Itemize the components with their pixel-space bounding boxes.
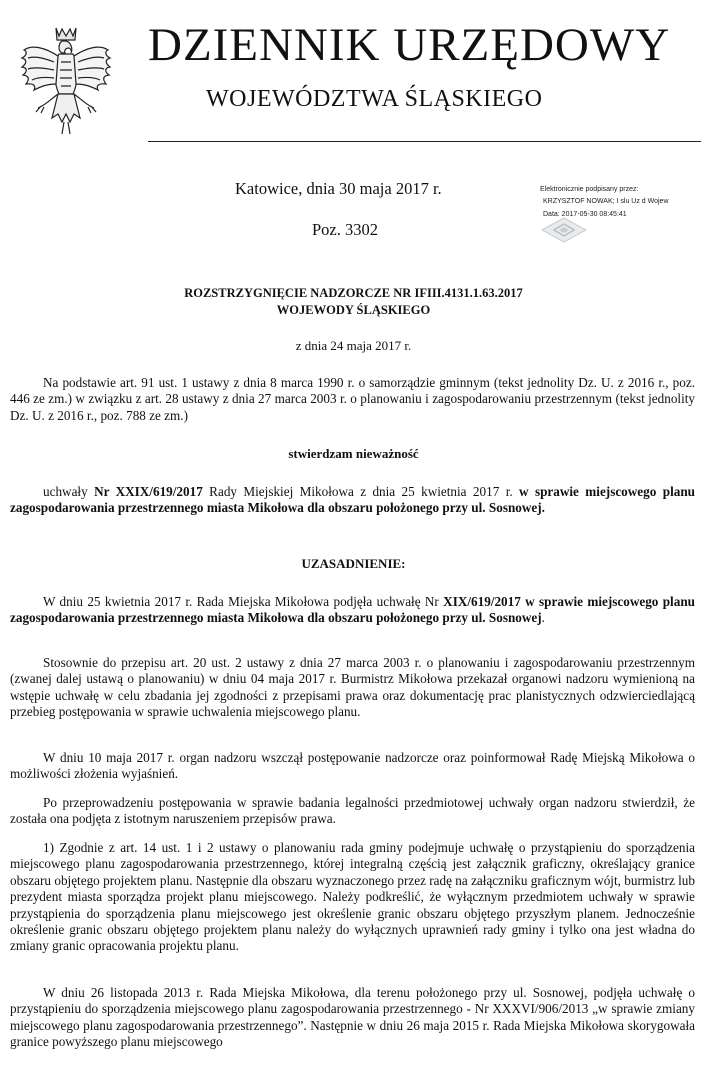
justification-paragraph-2: Stosownie do przepisu art. 20 ust. 2 ustawy z dnia 27 marca 2003 r. o planowaniu i zagospodarowaniu przestrzennym (zwanej dalej ustawą o planowaniu) w dniu 04 maja 2017 r. Burmistrz Mikołowa przekazał organowi nadzoru wymienioną na wstępie uchwałę w celu zbadania jej zgodności z przepisami prawa oraz dokumentację prac planistycznych odzwierciedlającą przebieg postępowania w sprawie uchwalenia miejscowego planu. xyxy=(10,655,695,720)
justification-paragraph-5: 1) Zgodnie z art. 14 ust. 1 i 2 ustawy o planowaniu rada gminy podejmuje uchwałę o przystąpieniu do sporządzenia miejscowego planu zagospodarowania przestrzennego, której integralną częścią jest załącznik graficzny, określający granice obszaru objętego projektem planu. Następnie dla obszaru wyznaczonego przez radę na załączniku graficznym wójt, burmistrz lub prezydent miasta sporządza projekt planu miejscowego. Należy podkreślić, że wyłącznym przedmiotem uchwały w sprawie przystąpienia do sporządzenia planu miejscowego jest określenie granic obszaru objętego przyszłym planem. Jednocześnie określenie granic obszaru objętego projektem planu należy do wyłącznych uprawnień rady gminy i tylko ona jest władna do zmiany granic opracowania projektu planu. xyxy=(10,840,695,954)
resolution-middle: Rady Miejskiej Mikołowa z dnia 25 kwietnia 2017 r. xyxy=(202,484,520,499)
position-number: Poz. 3302 xyxy=(312,220,378,239)
decision-date: z dnia 24 maja 2017 r. xyxy=(295,338,412,353)
signature-label: Elektronicznie podpisany przez: xyxy=(540,186,639,193)
masthead-divider xyxy=(148,141,701,142)
signature-date: Data: 2017-05-30 08:45:41 xyxy=(543,210,627,218)
signature-signer: KRZYSZTOF NOWAK; I slu Uz d Wojew xyxy=(543,198,669,206)
justification-paragraph-1 xyxy=(10,594,695,627)
p1-text: W dniu 25 kwietnia 2017 r. Rada Miejska Mikołowa podjęła uchwałę Nr xyxy=(43,594,444,609)
masthead-title: DZIENNIK URZĘDOWY xyxy=(148,19,671,71)
justification-paragraph-4: Po przeprowadzeniu postępowania w sprawie badania legalności przedmiotowej uchwały organ nadzoru stwierdził, że została ona podjęta z istotnym naruszeniem przepisów prawa. xyxy=(10,795,695,827)
resolution-subject: w sprawie miejscowego planu zagospodarowania przestrzennego miasta Mikołowa dla obszaru położonego przy ul. Sosnowej. xyxy=(10,484,695,516)
white-eagle-emblem-icon xyxy=(18,22,114,140)
justification-paragraph-6: W dniu 26 listopada 2013 r. Rada Miejska Mikołowa, dla terenu położonego przy ul. Sosnowej, podjęła uchwałę o przystąpieniu do sporządzenia miejscowego planu zagospodarowania przestrzennego - Nr XXXVI/906/2013 „w sprawie zmiany miejscowego planu zagospodarowania przestrzennego”. Następnie w dniu 26 maja 2015 r. Rada Miejska Mikołowa skorygowała granice powyższego planu miejscowego xyxy=(10,985,695,1050)
place-and-date: Katowice, dnia 30 maja 2017 r. xyxy=(235,179,442,198)
p1-bold: XIX/619/2017 w sprawie miejscowego planu zagospodarowania przestrzennego miasta Mikołowa dla obszaru położonego przy ul. Sosnowej xyxy=(10,594,695,626)
electronic-signature-stamp-icon xyxy=(540,216,588,244)
decision-title-line1: ROZSTRZYGNIĘCIE NADZORCZE NR IFIII.4131.1.63.2017 xyxy=(184,286,523,300)
justification-heading: UZASADNIENIE: xyxy=(301,556,406,571)
resolution-paragraph xyxy=(10,484,695,517)
resolution-number: Nr XXIX/619/2017 xyxy=(94,484,203,499)
decision-title xyxy=(0,285,707,319)
p1-end: . xyxy=(541,610,545,626)
resolution-lead: uchwały xyxy=(43,484,95,499)
finding-heading: stwierdzam nieważność xyxy=(288,446,419,461)
justification-paragraph-3: W dniu 10 maja 2017 r. organ nadzoru wszczął postępowanie nadzorcze oraz poinformował Radę Miejską Mikołowa o możliwości złożenia wyjaśnień. xyxy=(10,750,695,782)
legal-basis-paragraph: Na podstawie art. 91 ust. 1 ustawy z dnia 8 marca 1990 r. o samorządzie gminnym (tekst jednolity Dz. U. z 2016 r., poz. 446 ze zm.) w związku z art. 28 ustawy z dnia 27 marca 2003 r. o planowaniu i zagospodarowaniu przestrzennym (tekst jednolity Dz. U. z 2016 r., poz. 788 ze zm.) xyxy=(10,375,695,423)
decision-title-line2: WOJEWODY ŚLĄSKIEGO xyxy=(276,303,431,317)
masthead-subtitle: WOJEWÓDZTWA ŚLĄSKIEGO xyxy=(206,86,543,112)
